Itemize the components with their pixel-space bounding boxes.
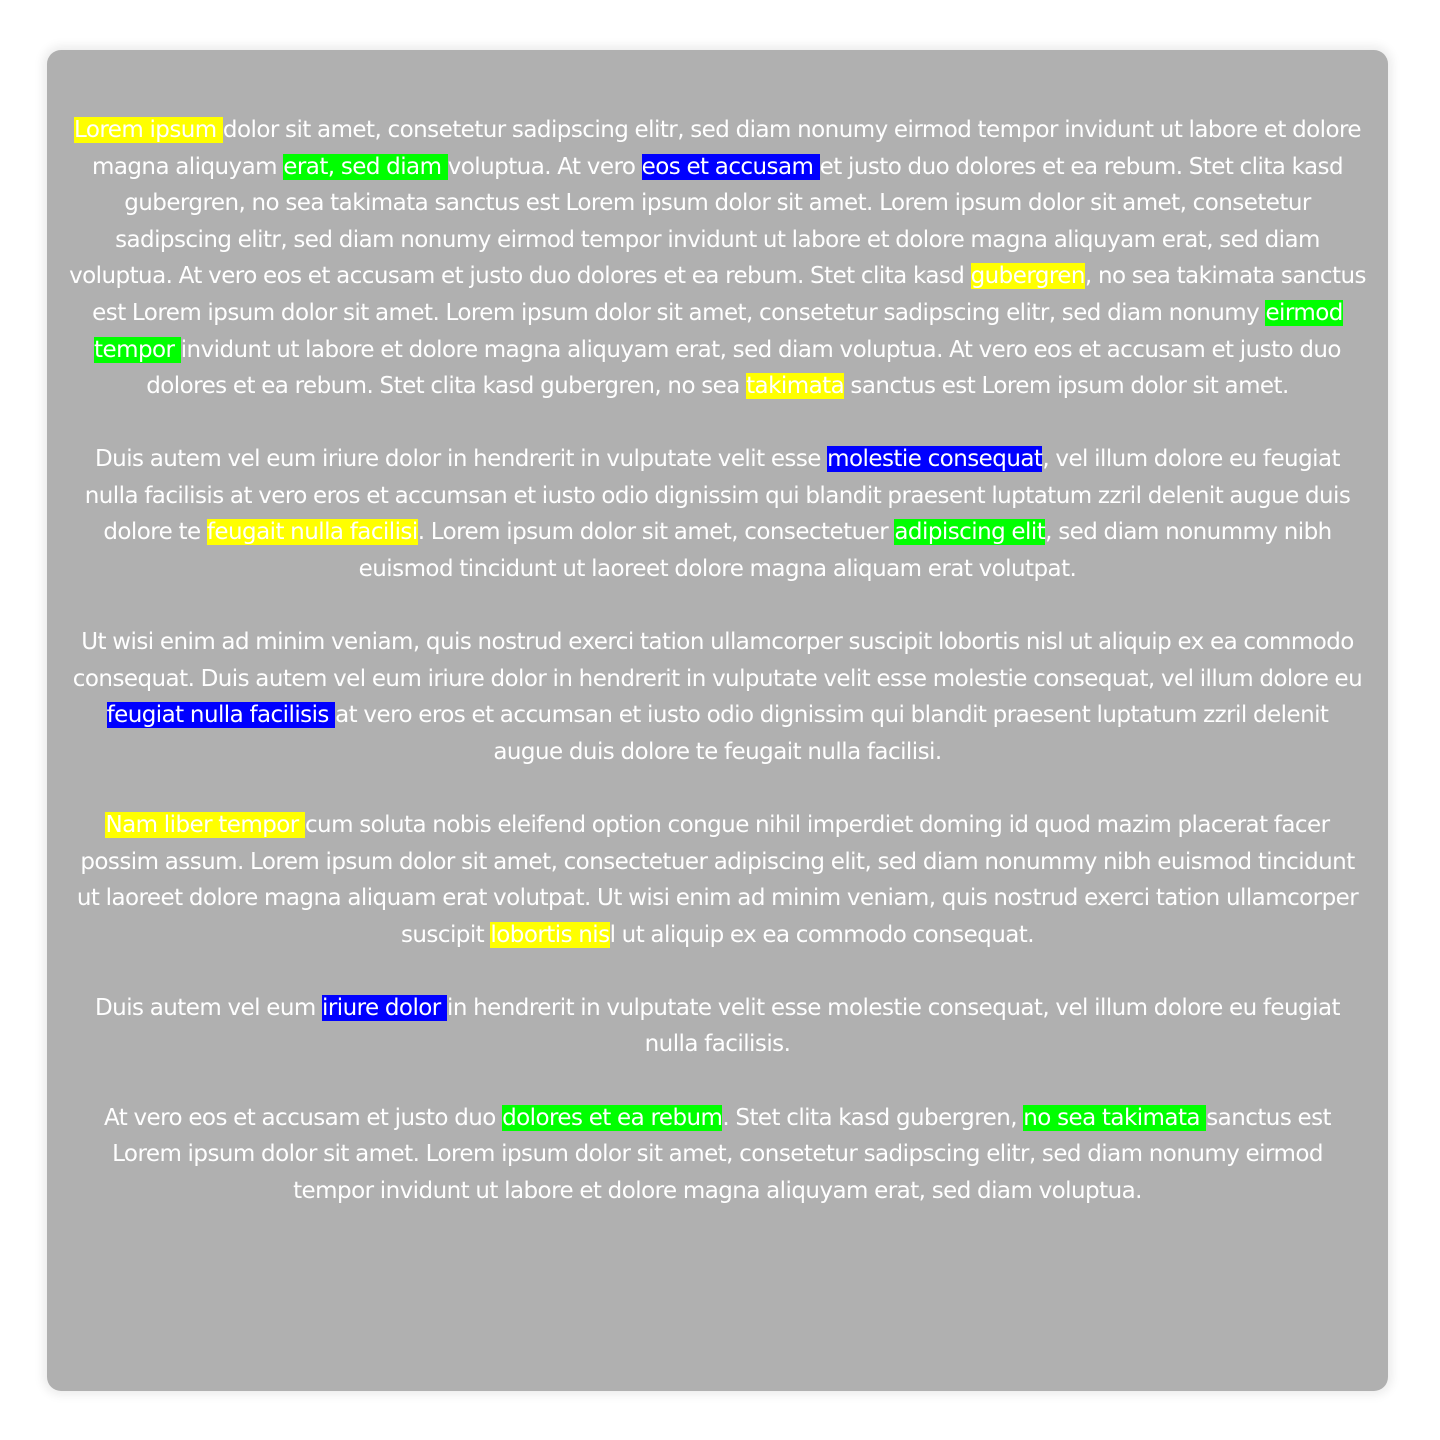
highlight-green: adipiscing elit bbox=[894, 519, 1046, 546]
highlight-blue: feugiat nulla facilisis bbox=[106, 702, 336, 729]
highlight-yellow: gubergren bbox=[970, 263, 1085, 290]
paragraph bbox=[69, 441, 1366, 587]
highlight-green: dolores et ea rebum bbox=[502, 1104, 723, 1131]
highlight-blue: molestie consequat bbox=[827, 446, 1043, 473]
text-segment: cum soluta nobis eleifend option congue nihil imperdiet doming id quod mazim placerat facer possim assum. Lorem ipsum dolor sit amet, consectetuer adipiscing elit, sed diam nonummy nibh euismod tincidunt ut laoreet dolore magna aliquam erat volutpat. Ut wisi enim ad minim veniam, quis nostrud exerci tation ullamcorper suscipit bbox=[76, 812, 1359, 948]
text-segment: sanctus est Lorem ipsum dolor sit amet. Lorem ipsum dolor sit amet, consetetur sadipscing elitr, sed diam nonumy eirmod tempor invidunt ut labore et dolore magna aliquyam erat, sed diam voluptua. bbox=[112, 1104, 1332, 1204]
text-segment: l ut aliquip ex ea commodo consequat. bbox=[609, 921, 1035, 948]
text-segment: , no sea takimata sanctus est Lorem ipsum dolor sit amet. Lorem ipsum dolor sit amet, consetetur sadipscing elitr, sed diam nonumy bbox=[92, 263, 1366, 326]
highlight-blue: iriure dolor bbox=[322, 994, 447, 1021]
paragraph bbox=[69, 807, 1366, 953]
text-segment: invidunt ut labore et dolore magna aliquyam erat, sed diam voluptua. At vero eos et accusam et justo duo dolores et ea rebum. Stet clita kasd gubergren, no sea bbox=[146, 336, 1341, 400]
highlight-green: eirmod tempor bbox=[94, 299, 1343, 363]
text-segment: , vel illum dolore eu feugiat nulla facilisis at vero eros et accumsan et iusto odio dignissim qui blandit praesent luptatum zzril delenit augue duis dolore te bbox=[84, 446, 1351, 546]
text-segment: Duis autem vel eum bbox=[95, 994, 322, 1021]
highlight-yellow: takimata bbox=[746, 373, 845, 400]
text-segment: . Stet clita kasd gubergren, bbox=[722, 1104, 1024, 1131]
highlight-green: erat, sed diam bbox=[283, 153, 448, 180]
text-segment: in hendrerit in vulputate velit esse molestie consequat, vel illum dolore eu feugiat nulla facilisis. bbox=[446, 994, 1340, 1058]
text-segment: . Lorem ipsum dolor sit amet, consectetuer bbox=[417, 519, 895, 546]
highlight-green: no sea takimata bbox=[1023, 1104, 1207, 1131]
paragraph bbox=[69, 624, 1366, 770]
highlight-yellow: Lorem ipsum bbox=[73, 117, 223, 143]
text-segment: At vero eos et accusam et justo duo bbox=[103, 1104, 503, 1131]
highlight-yellow: Nam liber tempor bbox=[105, 812, 305, 838]
text-segment: Ut wisi enim ad minim veniam, quis nostrud exerci tation ullamcorper suscipit lobortis nisl ut aliquip ex ea commodo consequat. Duis autem vel eum iriure dolor in hendrerit in vulputate velit esse molestie consequat, vel illum dolore eu bbox=[72, 629, 1363, 692]
text-segment: Duis autem vel eum iriure dolor in hendrerit in vulputate velit esse bbox=[95, 446, 828, 473]
text-segment: at vero eros et accumsan et iusto odio dignissim qui blandit praesent luptatum zzril delenit augue duis dolore te feugait nulla facilisi. bbox=[335, 702, 1329, 765]
highlight-yellow: feugait nulla facilisi bbox=[206, 519, 418, 546]
paragraph bbox=[69, 1100, 1366, 1210]
text-card bbox=[47, 50, 1388, 1391]
paragraph bbox=[69, 112, 1366, 405]
highlight-yellow: lobortis nis bbox=[490, 921, 610, 948]
highlight-blue: eos et accusam bbox=[641, 153, 820, 180]
text-segment: sanctus est Lorem ipsum dolor sit amet. bbox=[844, 373, 1289, 400]
text-segment: voluptua. At vero bbox=[447, 153, 642, 180]
text-segment: dolor sit amet, consetetur sadipscing elitr, sed diam nonumy eirmod tempor invidunt ut labore et dolore magna aliquyam bbox=[91, 117, 1362, 180]
paragraph bbox=[69, 990, 1366, 1063]
text-segment: , sed diam nonummy nibh euismod tincidunt ut laoreet dolore magna aliquam erat volutpat. bbox=[358, 519, 1332, 583]
text-segment: et justo duo dolores et ea rebum. Stet clita kasd gubergren, no sea takimata sanctus est Lorem ipsum dolor sit amet. Lorem ipsum dolor sit amet, consetetur sadipscing elitr, sed diam nonumy eirmod tempor invidunt ut labore et dolore magna aliquyam erat, sed diam voluptua. At vero eos et accusam et justo duo dolores et ea rebum. Stet clita kasd bbox=[69, 153, 1344, 290]
